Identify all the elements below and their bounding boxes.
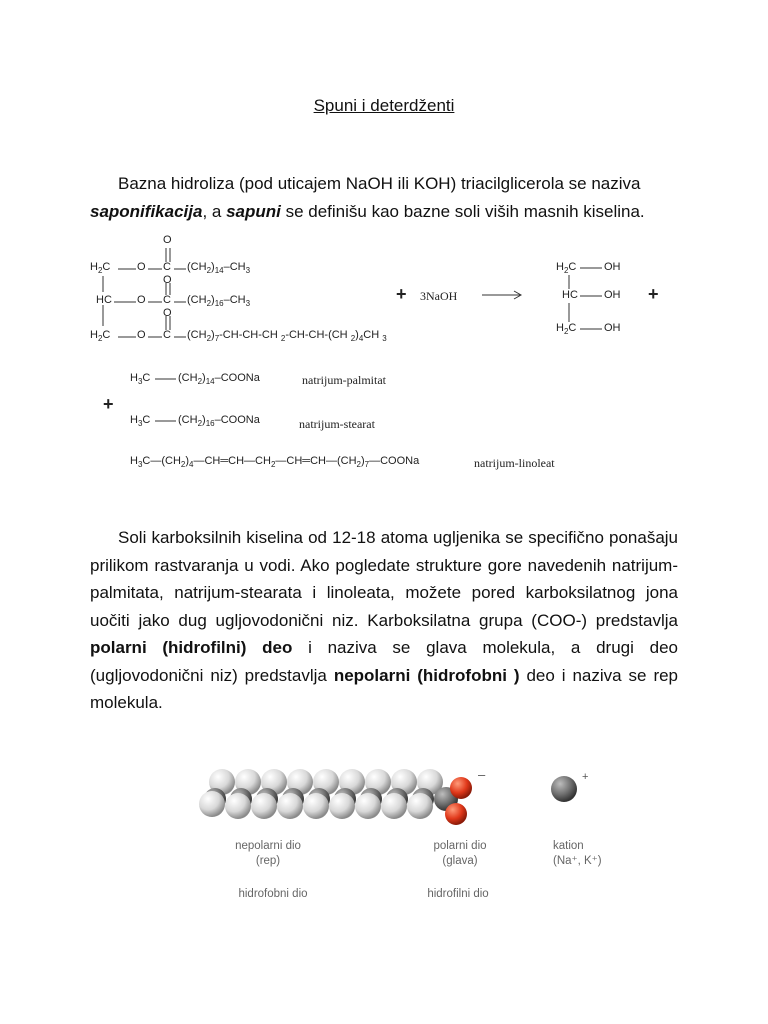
term-saponifikacija: saponifikacija	[90, 201, 203, 221]
intro-text-3: se definišu kao bazne soli viših masnih kiselina.	[280, 201, 645, 221]
document-page: Spuni i deterdženti Bazna hidroliza (pod uticajem NaOH ili KOH) triacilglicerola se naziva saponifikacija, a sapuni se definišu kao bazne soli viših masnih kiselina. O $H_2C$ O C $(CH_2)_{14}-CH_3$ O HC O C $(CH_2)_{16}-CH_3$ O $H_2C$ O C $(CH_2)_7-CH-CH-CH$ $_2$-CH-CH-(CH $_2)_4CH$ $_3$ + 3NaOH $H_2C$ OH HC OH $H_2C$ OH + $H_3C$ $(CH_2)_{14}$–COONa natrijum-palmitat + $H_3C$ $(CH_2)_{16}$–COONa natrijum-stearat $H_3C—(CH_2)_4—CH═CH—CH_2—CH═CH—(CH_2)_7—COONa$ natrijum-linoleat Soli karboksilnih kiselina od 12-18 atoma ugljenika se specifično ponašaju prilikom rastvaranja u vodi. Ako pogledate strukture gore navedenih natrijum-palmitata, natrijum-stearata i linoleata, možete pored karboksilatnog jona uočiti jako dug ugljovodonični niz. Karboksilatna grupa (COO-) predstavlja polarni (hidrofilni) deo i naziva se glava molekula, a drugi deo (ugljovodonični niz) predstavlja nepolarni (hidrofobni ) deo i naziva se rep molekula. – + nepolarni dio (rep) hidrofobni dio polarni dio (glava) hidrofilni dio kation (Na⁺, K⁺)	[0, 0, 768, 1024]
reaction-bonds	[0, 0, 768, 480]
hydrophobic-label: hidrofobni dio	[238, 888, 308, 900]
term-sapuni: sapuni	[226, 201, 281, 221]
body-text-1: Soli karboksilnih kiselina od 12-18 atoma ugljenika se specifično ponašaju prilikom rastvaranja u vodi. Ako pogledate strukture gore navedenih natrijum-palmitata, natrijum-stearata i linoleata, možete pored karboksilatnog jona uočiti jako dug ugljovodonični niz. Karboksilatna grupa (COO-) predstavlja	[90, 528, 678, 630]
cation-label: kation (Na⁺, K⁺)	[553, 840, 602, 867]
head-label: polarni dio (glava)	[433, 840, 487, 867]
intro-text-1: Bazna hidroliza (pod uticajem NaOH ili KOH) triacilglicerola se naziva	[118, 174, 641, 193]
body-text-3: deo i naziva se rep molekula.	[90, 665, 679, 712]
plus-sign: +	[396, 284, 407, 304]
product-palmitat: natrijum-palmitat	[302, 373, 386, 387]
hydrophilic-label: hidrofilni dio	[427, 888, 489, 900]
term-polarni: polarni (hidrofilni) deo	[90, 638, 293, 657]
body-text-2: i naziva se glava molekula, a drugi deo (ugljovodonični niz) predstavlja	[90, 638, 678, 685]
charge-minus: –	[478, 767, 486, 782]
product-linoleat: natrijum-linoleat	[474, 456, 555, 470]
hydrophobic-tail	[199, 769, 443, 819]
term-nepolarni: nepolarni (hidrofobni )	[333, 665, 520, 685]
body-paragraph	[90, 524, 678, 717]
soap-molecule-illustration	[0, 755, 768, 895]
reagent-naoh: 3NaOH	[420, 289, 458, 303]
cation-sphere	[551, 776, 577, 802]
charge-plus: +	[582, 771, 589, 783]
plus-sign-3: +	[103, 394, 114, 414]
tail-label: nepolarni dio (rep)	[235, 840, 301, 867]
intro-text-2: , a	[202, 201, 227, 221]
page-title: Spuni i deterdženti	[313, 96, 455, 115]
product-stearat: natrijum-stearat	[299, 417, 375, 431]
plus-sign-2: +	[648, 284, 659, 304]
